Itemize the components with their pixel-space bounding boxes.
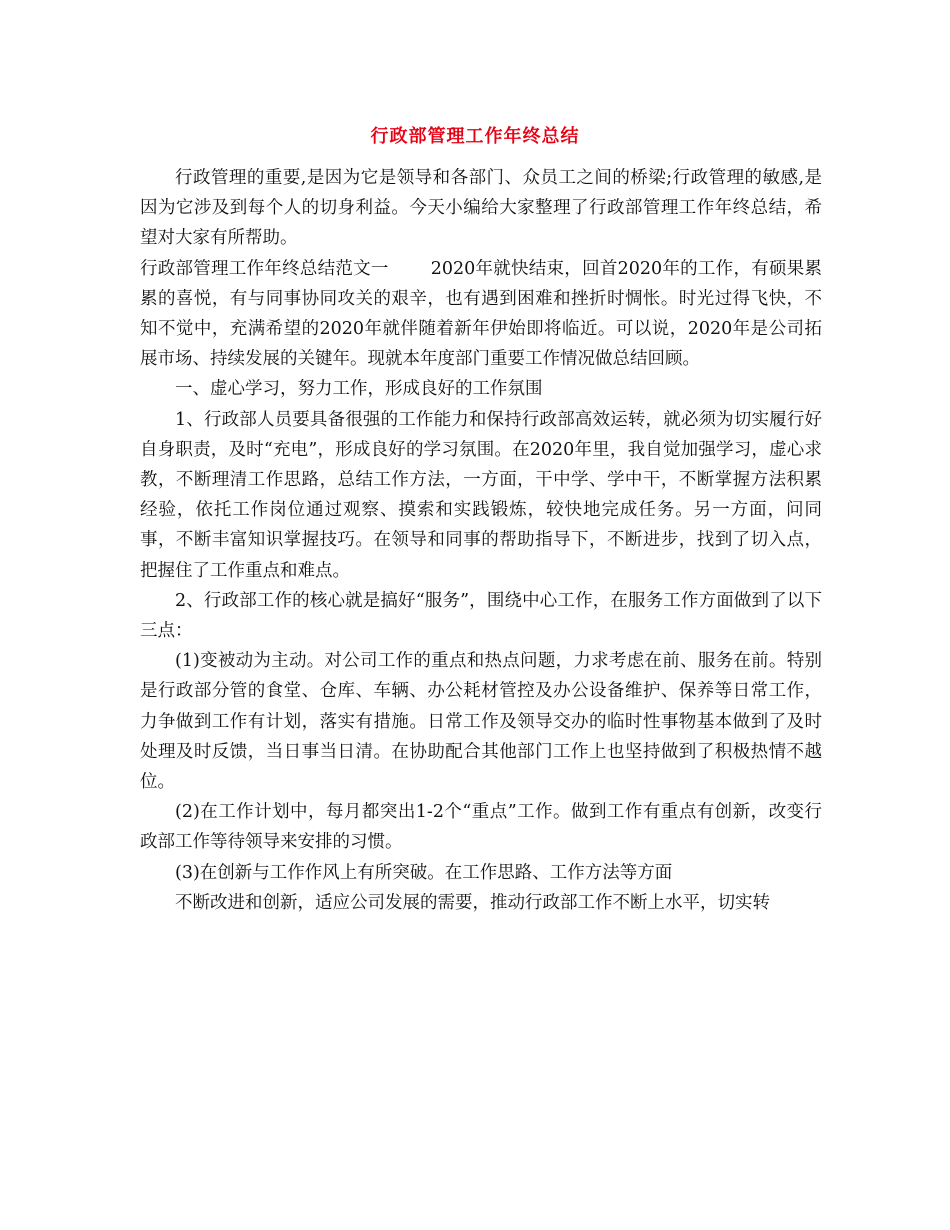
- sample-opening: 2020年就快结束，回首2020年的工作，有硕果累累的喜悦，有与同事协同攻关的艰辛，也有遇到困难和挫折时惆怅。时光过得飞快，不知不觉中，充满希望的2020年就伴随着新年伊始即将临近。可以说，2020年是公司拓展市场、持续发展的关键年。现就本年度部门重要工作情况做总结回顾。: [140, 258, 822, 370]
- item-1-paragraph: (1)变被动为主动。对公司工作的重点和热点问题，力求考虑在前、服务在前。特别是行政部分管的食堂、仓库、车辆、办公耗材管控及办公设备维护、保养等日常工作，力争做到工作有计划，落实有措施。日常工作及领导交办的临时性事物基本做到了及时处理及时反馈，当日事当日清。在协助配合其他部门工作上也坚持做到了积极热情不越位。: [140, 651, 822, 793]
- point-2-paragraph: 2、行政部工作的核心就是搞好“服务”，围绕中心工作，在服务工作方面做到了以下三点：: [140, 590, 822, 642]
- section-heading-1: 一、虚心学习，努力工作，形成良好的工作氛围: [175, 379, 543, 400]
- sample-heading: 行政部管理工作年终总结范文一: [140, 258, 389, 279]
- document-body: [140, 163, 822, 918]
- item-3-continued: 不断改进和创新，适应公司发展的需要，推动行政部工作不断上水平，切实转: [175, 892, 770, 913]
- intro-paragraph: 行政管理的重要,是因为它是领导和各部门、众员工之间的桥梁;行政管理的敏感,是因为它涉及到每个人的切身利益。今天小编给大家整理了行政部管理工作年终总结，希望对大家有所帮助。: [140, 168, 822, 249]
- item-3-paragraph: (3)在创新与工作作风上有所突破。在工作思路、工作方法等方面: [175, 862, 673, 883]
- sample-paragraph: [140, 254, 822, 375]
- document-title: 行政部管理工作年终总结: [370, 126, 580, 147]
- item-2-paragraph: (2)在工作计划中，每月都突出1-2个“重点”工作。做到工作有重点有创新，改变行政部工作等待领导来安排的习惯。: [140, 802, 822, 853]
- point-1-paragraph: 1、行政部人员要具备很强的工作能力和保持行政部高效运转，就必须为切实履行好自身职责，及时“充电”，形成良好的学习氛围。在2020年里，我自觉加强学习，虚心求教，不断理清工作思路，总结工作方法，一方面，干中学、学中干，不断掌握方法积累经验，依托工作岗位通过观察、摸索和实践锻炼，较快地完成任务。另一方面，问同事，不断丰富知识掌握技巧。在领导和同事的帮助指导下，不断进步，找到了切入点，把握住了工作重点和难点。: [140, 409, 822, 581]
